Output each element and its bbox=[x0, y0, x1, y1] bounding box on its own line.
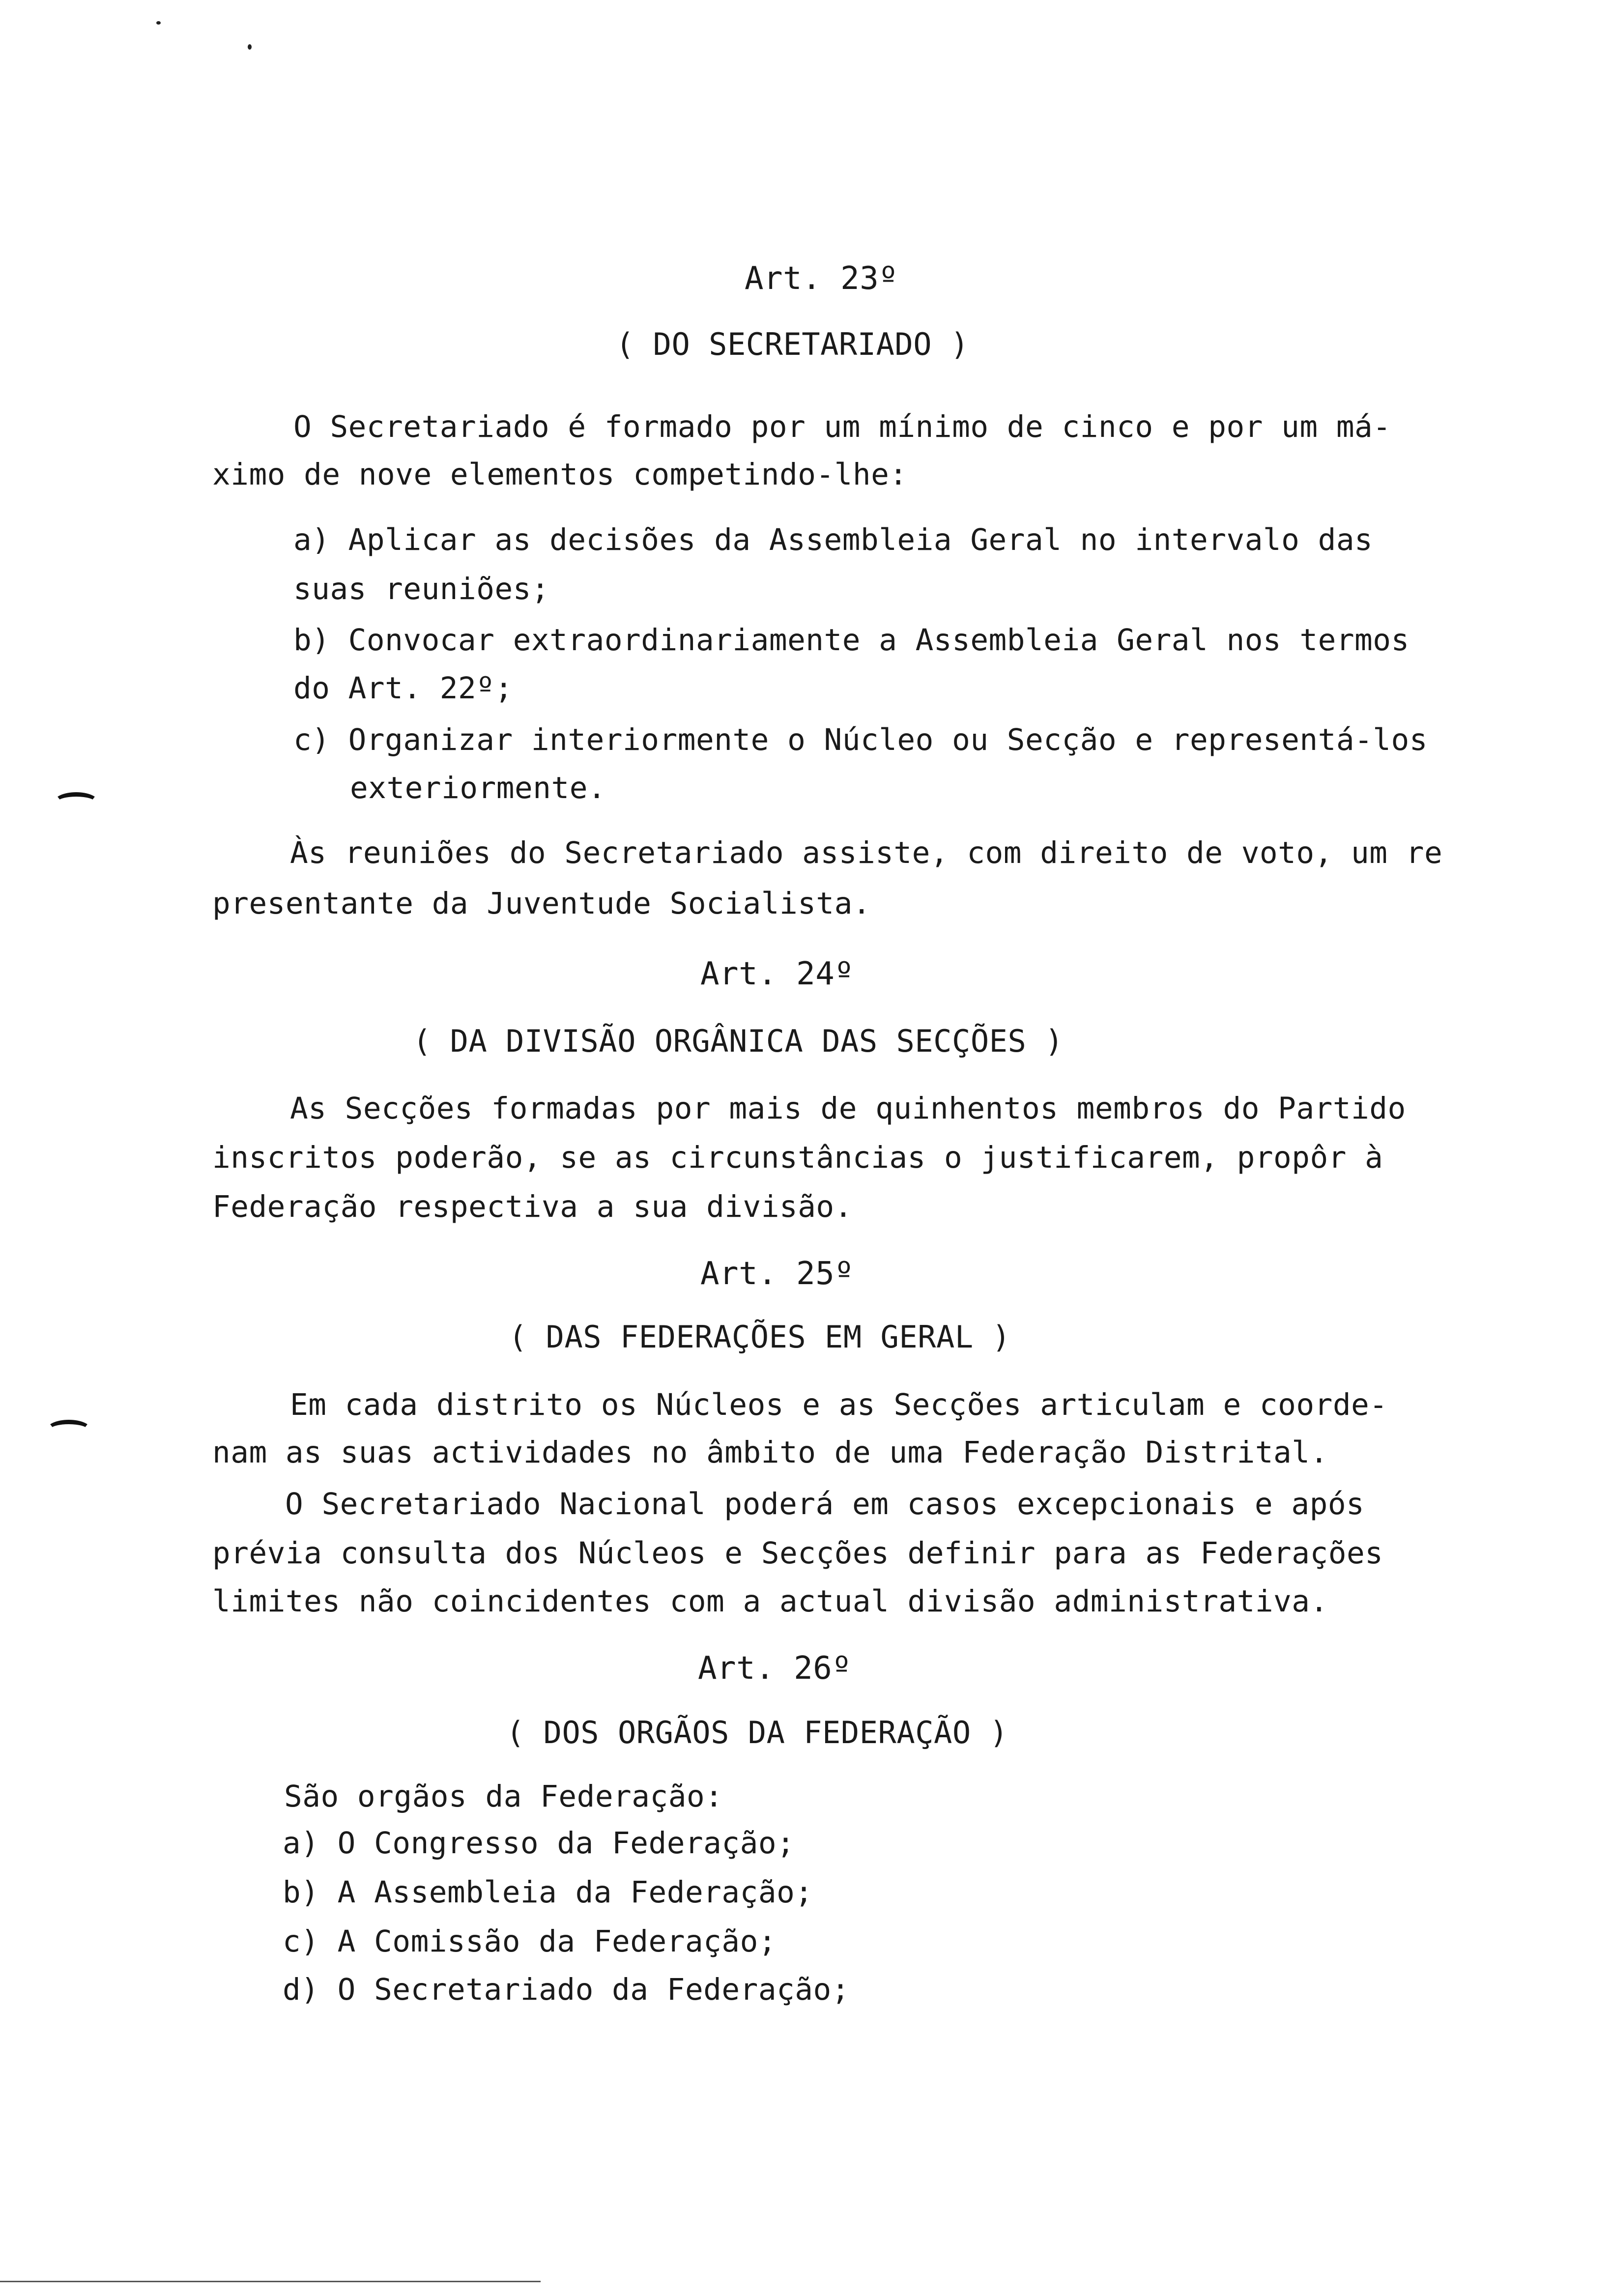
list-item-line: c) A Comissão da Federação; bbox=[283, 1924, 777, 1959]
paragraph-line: O Secretariado é formado por um mínimo de cinco e por um má- bbox=[293, 409, 1391, 444]
scan-speck bbox=[248, 44, 252, 50]
paragraph-line: As Secções formadas por mais de quinhentos membros do Partido bbox=[290, 1091, 1406, 1126]
article-number: Art. 23º bbox=[745, 260, 898, 297]
paragraph-line: Em cada distrito os Núcleos e as Secções articulam e coorde- bbox=[290, 1387, 1388, 1422]
paragraph-line: limites não coincidentes com a actual divisão administrativa. bbox=[212, 1584, 1328, 1619]
hole-punch-mark bbox=[47, 1420, 91, 1439]
list-item-line: a) O Congresso da Federação; bbox=[283, 1826, 795, 1861]
paragraph-line: ximo de nove elementos competindo-lhe: bbox=[212, 457, 908, 492]
article-number: Art. 24º bbox=[700, 956, 854, 992]
article-title: ( DAS FEDERAÇÕES EM GERAL ) bbox=[509, 1319, 1011, 1355]
list-item-line: exteriormente. bbox=[350, 771, 606, 805]
paragraph-line: prévia consulta dos Núcleos e Secções definir para as Federações bbox=[212, 1536, 1383, 1571]
paragraph-line: inscritos poderão, se as circunstâncias o justificarem, propôr à bbox=[212, 1140, 1383, 1175]
list-item-line: a) Aplicar as decisões da Assembleia Geral no intervalo das bbox=[293, 522, 1373, 557]
list-item-line: do Art. 22º; bbox=[293, 671, 513, 706]
paragraph-line: Federação respectiva a sua divisão. bbox=[212, 1189, 853, 1224]
article-number: Art. 26º bbox=[698, 1650, 852, 1687]
paragraph-line: São orgãos da Federação: bbox=[284, 1779, 723, 1814]
paragraph-line: O Secretariado Nacional poderá em casos excepcionais e após bbox=[285, 1487, 1365, 1521]
article-title: ( DO SECRETARIADO ) bbox=[616, 326, 969, 362]
paragraph-line: nam as suas actividades no âmbito de uma Federação Distrital. bbox=[212, 1435, 1328, 1470]
list-item-line: b) Convocar extraordinariamente a Assembleia Geral nos termos bbox=[293, 623, 1410, 658]
article-title: ( DOS ORGÃOS DA FEDERAÇÃO ) bbox=[506, 1715, 1008, 1751]
page-edge-rule bbox=[0, 2281, 541, 2282]
list-item-line: suas reuniões; bbox=[293, 572, 550, 606]
list-item-line: c) Organizar interiormente o Núcleo ou Secção e representá-los bbox=[293, 722, 1428, 757]
paragraph-line: presentante da Juventude Socialista. bbox=[212, 886, 871, 921]
article-number: Art. 25º bbox=[700, 1256, 854, 1292]
list-item-line: d) O Secretariado da Federação; bbox=[283, 1972, 850, 2007]
paragraph-line: Às reuniões do Secretariado assiste, com direito de voto, um re bbox=[290, 835, 1443, 870]
article-title: ( DA DIVISÃO ORGÂNICA DAS SECÇÕES ) bbox=[413, 1023, 1064, 1059]
scan-speck bbox=[156, 21, 161, 25]
list-item-line: b) A Assembleia da Federação; bbox=[283, 1875, 813, 1910]
hole-punch-mark bbox=[54, 792, 98, 812]
